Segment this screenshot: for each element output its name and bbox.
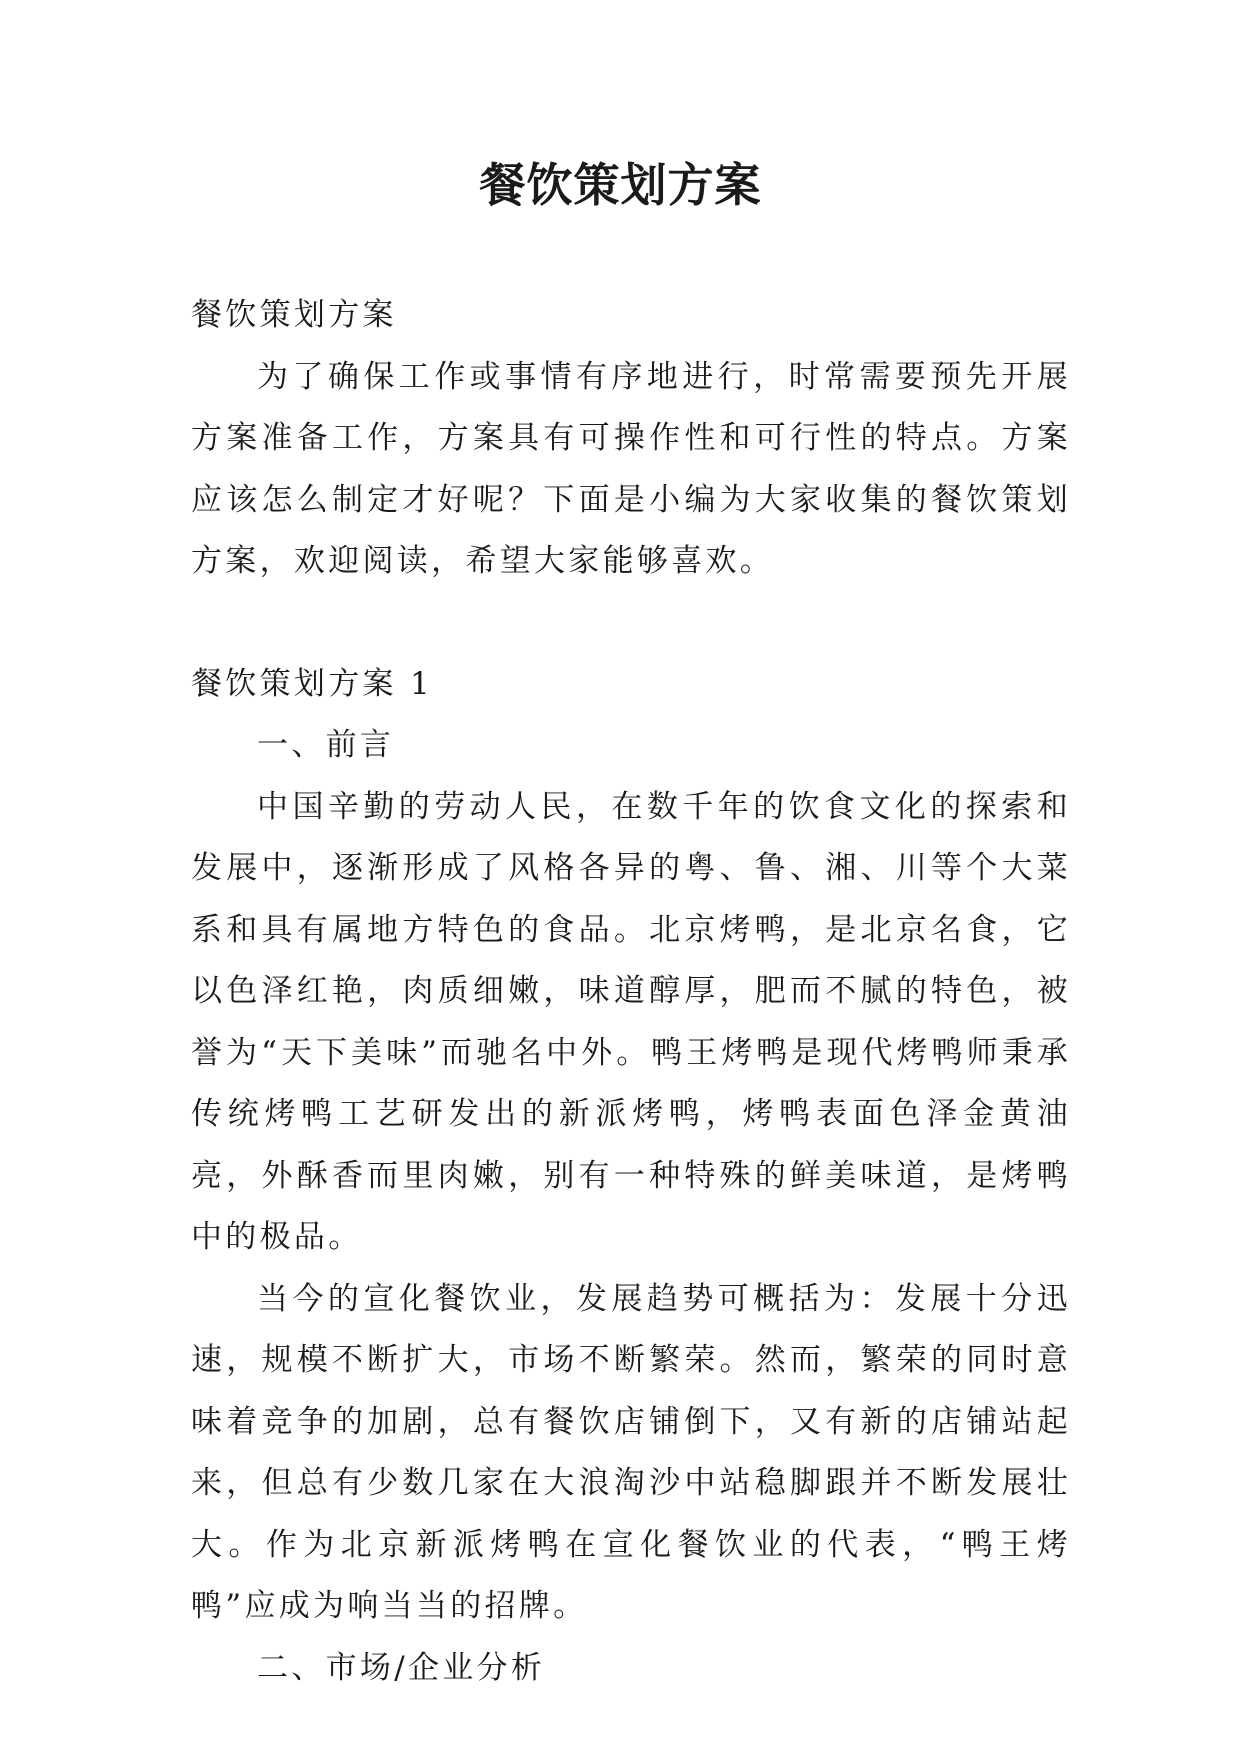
part2-heading: 二、市场/企业分析 (257, 1649, 546, 1686)
part1-heading: 一、前言 (257, 727, 395, 763)
part1-paragraph-1: 中国辛勤的劳动人民，在数千年的饮食文化的探索和发展中，逐渐形成了风格各异的粤、鲁、湘、川等个大菜系和具有属地方特色的食品。北京烤鸭，是北京名食，它以色泽红艳，肉质细嫩，味道醇厚，肥而不腻的特色，被誉为“天下美味”而驰名中外。鸭王烤鸭是现代烤鸭师秉承传统烤鸭工艺研发出的新派烤鸭，烤鸭表面色泽金黄油亮，外酥香而里肉嫩，别有一种特殊的鲜美味道，是烤鸭中的极品。 (191, 788, 1071, 1255)
document-title: 餐饮策划方案 (479, 158, 762, 212)
paragraph-spacer (191, 593, 1071, 654)
document-body (191, 285, 1071, 1699)
intro-heading: 餐饮策划方案 (191, 297, 397, 333)
intro-paragraph: 为了确保工作或事情有序地进行，时常需要预先开展方案准备工作，方案具有可操作性和可行性的特点。方案应该怎么制定才好呢？下面是小编为大家收集的餐饮策划方案，欢迎阅读，希望大家能够喜欢。 (191, 358, 1071, 579)
section-heading: 餐饮策划方案 1 (191, 665, 433, 702)
part1-paragraph-2: 当今的宣化餐饮业，发展趋势可概括为：发展十分迅速，规模不断扩大，市场不断繁荣。然而，繁荣的同时意味着竞争的加剧，总有餐饮店铺倒下，又有新的店铺站起来，但总有少数几家在大浪淘沙中站稳脚跟并不断发展壮大。作为北京新派烤鸭在宣化餐饮业的代表，“鸭王烤鸭”应成为响当当的招牌。 (191, 1280, 1071, 1624)
